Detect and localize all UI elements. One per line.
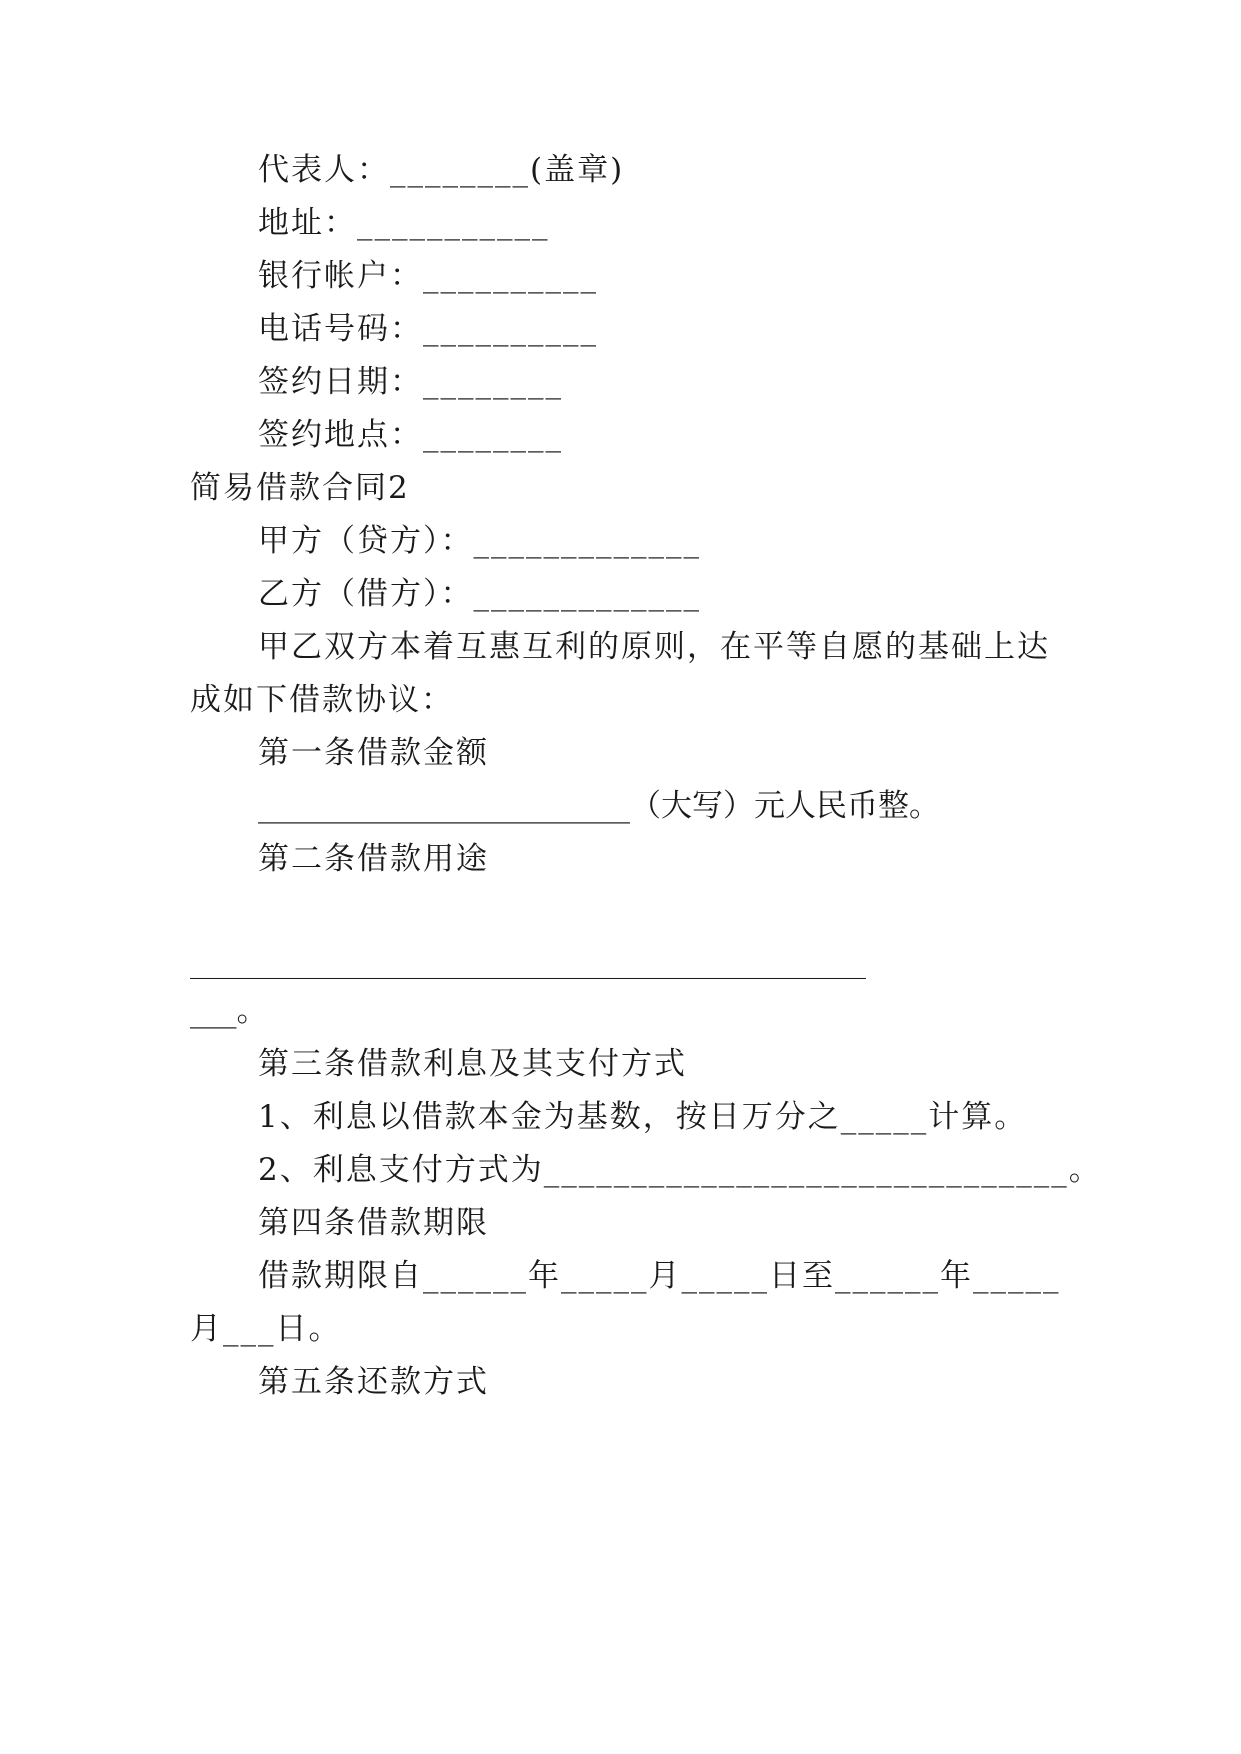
article-3-item-2: 2、利息支付方式为______________________________。 [258,1152,1102,1188]
article-2-heading: 第二条借款用途 [258,841,489,877]
phone-field: 电话号码：__________ [258,311,598,347]
party-b-field: 乙方（借方）：_____________ [258,576,701,612]
article-4-term-line-2: 月___日。 [190,1311,342,1347]
sign-date-field: 签约日期：________ [258,364,563,400]
preamble-line-1: 甲乙双方本着互惠互利的原则，在平等自愿的基础上达 [258,629,1050,665]
sign-place-field: 签约地点：________ [258,417,563,453]
article-4-term-line-1: 借款期限自______年_____月_____日至______年_____ [258,1258,1061,1294]
article-3-item-1: 1、利息以借款本金为基数，按日万分之_____计算。 [258,1099,1028,1135]
preamble-line-2: 成如下借款协议： [190,682,454,718]
article-3-heading: 第三条借款利息及其支付方式 [258,1046,687,1082]
article-4-heading: 第四条借款期限 [258,1205,489,1241]
article-1-heading: 第一条借款金额 [258,735,489,771]
bank-account-field: 银行帐户：__________ [258,258,598,294]
article-1-amount-line: ________________________（大写）元人民币整。 [258,788,940,824]
article-5-heading: 第五条还款方式 [258,1364,489,1400]
article-2-purpose-line-1: ____________________________________________________ [190,950,866,980]
contract-title: 简易借款合同2 [190,470,410,506]
representative-field: 代表人：________(盖章) [258,152,625,188]
party-a-field: 甲方（贷方）：_____________ [258,523,701,559]
address-field: 地址：___________ [258,205,550,241]
article-2-purpose-line-2: ___。 [190,993,268,1029]
